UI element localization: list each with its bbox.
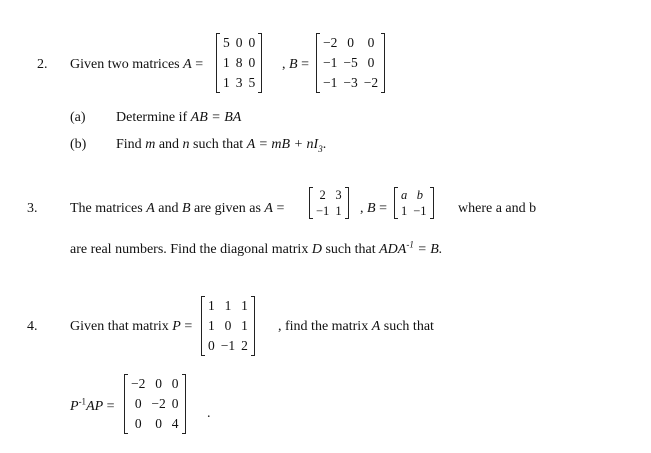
matrix-row <box>128 414 182 434</box>
matrix-A-q3 <box>309 187 349 219</box>
matrix-row <box>220 33 258 53</box>
matrix-cell: 2 <box>241 338 248 353</box>
q3-tail: where a and b <box>458 201 537 216</box>
matrix-cell: 3 <box>235 75 243 90</box>
matrix-row <box>128 374 182 394</box>
q2-B-label: , B = <box>282 57 309 72</box>
matrix-cell: −5 <box>343 55 358 70</box>
matrix-row <box>398 187 430 203</box>
matrix-cell: 8 <box>235 55 243 70</box>
q4-tail: , find the matrix A such that <box>278 319 434 334</box>
matrix-cell: 0 <box>134 416 142 431</box>
matrix-cell: −2 <box>131 376 146 391</box>
matrix-cell: b <box>416 188 424 202</box>
matrix-cell: 1 <box>208 318 215 333</box>
q3-intro: The matrices A and B are given as A = <box>70 201 285 216</box>
q4-lhs: $P^{-1}AP$ = <box>70 396 115 414</box>
matrix-row <box>320 33 381 53</box>
matrix-cell: 0 <box>155 376 162 391</box>
matrix-cell: 0 <box>171 376 179 391</box>
matrix-cell: 0 <box>134 396 142 411</box>
matrix-cell: −2 <box>151 396 166 411</box>
matrix-cell: 1 <box>401 204 408 218</box>
question-number-4: 4. <box>27 319 38 334</box>
matrix-cell: 1 <box>224 298 232 313</box>
q2-part-a-label: (a) <box>70 110 86 125</box>
matrix-cell: 1 <box>241 298 248 313</box>
matrix-cell: 1 <box>241 318 248 333</box>
matrix-row <box>205 296 251 316</box>
matrix-cell: 1 <box>223 75 230 90</box>
q3-B-label: , B = <box>360 201 387 216</box>
matrix-cell: −1 <box>220 338 236 353</box>
matrix-cell: −1 <box>323 55 338 70</box>
matrix-row <box>128 394 182 414</box>
matrix-cell: 0 <box>248 35 256 50</box>
matrix-cell: 0 <box>347 35 354 50</box>
matrix-cell: 1 <box>208 298 215 313</box>
matrix-row <box>398 203 430 219</box>
matrix-cell: 1 <box>223 55 230 70</box>
matrix-cell: 0 <box>208 338 215 353</box>
matrix-row <box>220 73 258 93</box>
matrix-cell: 3 <box>335 188 342 202</box>
matrix-cell: 0 <box>224 318 232 333</box>
q3-line2: are real numbers. Find the diagonal matrix D such that $ADA^{-1} = B$. <box>70 239 443 257</box>
matrix-cell: 5 <box>223 35 230 50</box>
q4-end: . <box>207 406 211 421</box>
question-number-2: 2. <box>37 57 48 72</box>
matrix-cell: −1 <box>316 204 330 218</box>
matrix-row <box>320 53 381 73</box>
matrix-row <box>320 73 381 93</box>
matrix-cell: 0 <box>155 416 162 431</box>
matrix-cell: −1 <box>413 204 427 218</box>
q2-part-b-label: (b) <box>70 137 87 152</box>
matrix-row <box>205 336 251 356</box>
matrix-cell: 5 <box>248 75 256 90</box>
matrix-cell: 0 <box>367 35 375 50</box>
matrix-cell: 0 <box>248 55 256 70</box>
matrix-cell: a <box>401 188 408 202</box>
matrix-cell: 0 <box>367 55 375 70</box>
matrix-row <box>205 316 251 336</box>
q2-intro: Given two matrices A = <box>70 57 204 72</box>
matrix-cell: −2 <box>363 75 379 90</box>
matrix-row <box>220 53 258 73</box>
matrix-B-q2 <box>316 33 385 93</box>
matrix-cell: 1 <box>335 204 342 218</box>
matrix-B-q3 <box>394 187 434 219</box>
q4-intro: Given that matrix P = <box>70 319 193 334</box>
matrix-cell: −3 <box>343 75 358 90</box>
q2-part-a-text: Determine if AB = BA <box>116 110 242 125</box>
matrix-cell: −2 <box>323 35 338 50</box>
matrix-cell: 4 <box>171 416 179 431</box>
matrix-A-q2 <box>216 33 262 93</box>
matrix-cell: −1 <box>323 75 338 90</box>
matrix-D-q4 <box>124 374 186 434</box>
matrix-cell: 0 <box>171 396 179 411</box>
matrix-row <box>313 203 345 219</box>
matrix-P-q4 <box>201 296 255 356</box>
matrix-row <box>313 187 345 203</box>
question-number-3: 3. <box>27 201 38 216</box>
matrix-cell: 2 <box>319 188 326 202</box>
q2-part-b-text: Find m and n such that A = mB + $nI_3$. <box>116 137 327 154</box>
matrix-cell: 0 <box>235 35 243 50</box>
